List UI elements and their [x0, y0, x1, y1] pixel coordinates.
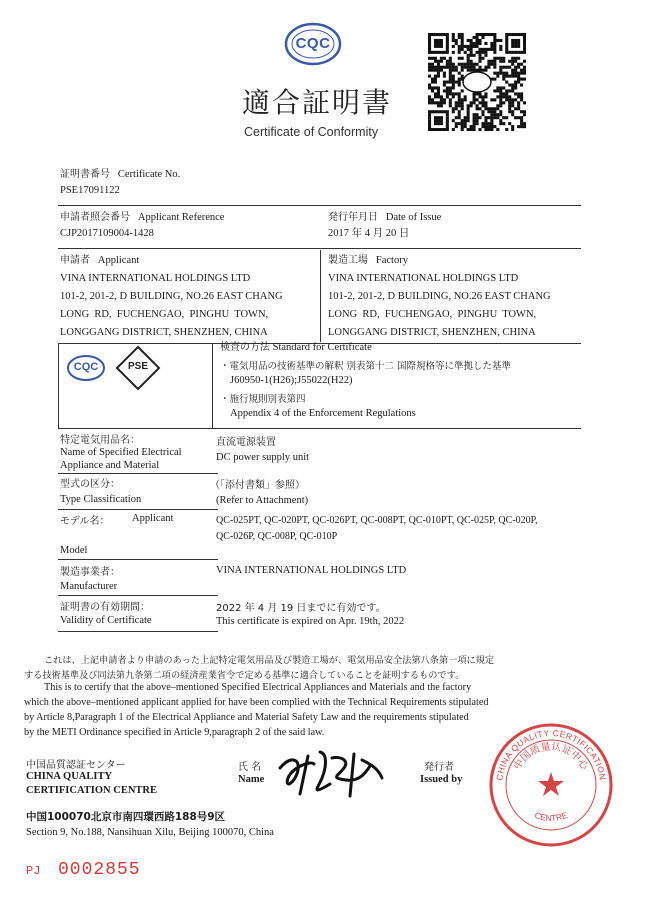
- statement-en-1: This is to certify that the above–mentioned Specified Electrical Appliances and Materials and the factory: [44, 682, 472, 693]
- standard-line-3: ・施行規則別表第四: [220, 394, 306, 405]
- issuer-org-en-1: CHINA QUALITY: [26, 771, 113, 782]
- type-value-jp: （「添付書類」参照）: [210, 480, 305, 491]
- applicant-label: [60, 254, 139, 268]
- appliance-value-jp: 直流電源装置: [216, 437, 276, 448]
- seal-text-top: CHINA QUALITY CERTIFICATION: [494, 727, 608, 782]
- applicant-ref-value: CJP2017109004-1428: [60, 228, 154, 239]
- appliance-value-en: DC power supply unit: [216, 452, 310, 463]
- standard-label-en: Standard for Certificate: [272, 342, 372, 353]
- statement-en-4: by the METI Ordinance specified in Article 9,paragraph 2 of the said law.: [24, 727, 325, 738]
- model-label-applicant: Applicant: [132, 513, 174, 524]
- name-label-en: Name: [238, 774, 265, 785]
- applicant-address-2: LONG RD, FUCHENGAO, PINGHU TOWN,: [60, 309, 269, 320]
- appliance-label-en-2: Appliance and Material: [60, 460, 160, 471]
- issued-by-label-jp: 発行者: [424, 762, 454, 773]
- footer-address-en: Section 9, No.188, Nansihuan Xilu, Beijing 100070, China: [26, 827, 274, 838]
- standard-label: [220, 341, 372, 355]
- applicant-name: VINA INTERNATIONAL HOLDINGS LTD: [60, 273, 251, 284]
- standard-line-4: Appendix 4 of the Enforcement Regulations: [230, 408, 416, 419]
- validity-value-en: This certificate is expired on Apr. 19th, 2022: [216, 616, 405, 627]
- seal-text-cn: 中国质量认证中心: [512, 741, 590, 772]
- statement-jp-1: これは、上記申請者より申請のあった上記特定電気用品及び製造工場が、電気用品安全法第八条第一項に規定: [44, 655, 495, 666]
- issuer-org-jp: 中国品質認証センター: [26, 760, 126, 771]
- manufacturer-label-jp: 製造事業者：: [60, 567, 120, 578]
- pse-mark-text: PSE: [127, 361, 148, 372]
- pse-mark-icon: [115, 345, 161, 391]
- red-seal-icon: [488, 722, 614, 848]
- standard-label-jp: 検査の方法: [220, 342, 270, 353]
- applicant-ref-label-en: Applicant Reference: [137, 212, 225, 223]
- name-label-jp: 氏 名: [238, 762, 262, 773]
- date-of-issue-label-jp: 発行年月日: [328, 212, 378, 223]
- standard-line-1: ・電気用品の技術基準の解釈 別表第十二 国際規格等に準拠した基準: [220, 361, 512, 372]
- applicant-ref-label: [60, 211, 224, 225]
- factory-address-1: 101-2, 201-2, D BUILDING, NO.26 EAST CHANG: [328, 291, 551, 302]
- qr-code-icon: [428, 33, 526, 131]
- certificate-no-value: PSE17091122: [60, 185, 120, 196]
- factory-address-3: LONGGANG DISTRICT, SHENZHEN, CHINA: [328, 327, 536, 338]
- certificate-no-label: [60, 168, 180, 182]
- applicant-label-en: Applicant: [97, 255, 140, 266]
- factory-label: [328, 254, 408, 268]
- type-label-en: Type Classification: [60, 494, 142, 505]
- factory-name: VINA INTERNATIONAL HOLDINGS LTD: [328, 273, 519, 284]
- type-value-en: (Refer to Attachment): [216, 495, 309, 506]
- serial-prefix: PJ: [26, 864, 41, 878]
- seal-text-bottom: CENTRE: [533, 809, 569, 823]
- applicant-ref-label-jp: 申請者照会番号: [60, 212, 130, 223]
- certificate-no-label-en: Certificate No.: [117, 169, 181, 180]
- date-of-issue-label-en: Date of Issue: [385, 212, 442, 223]
- footer-address-cn: 中国100070北京市南四環西路188号9区: [26, 811, 226, 823]
- issued-by-label-en: Issued by: [420, 774, 463, 785]
- statement-en-2: which the above–mentioned applicant applied for have been complied with the Technical Requirements stipulated: [24, 697, 489, 708]
- type-label-jp: 型式の区分：: [60, 479, 120, 490]
- cqc-mark-icon: [66, 354, 106, 382]
- model-value-1: QC-025PT, QC-020PT, QC-026PT, QC-008PT, QC-010PT, QC-025P, QC-020P,: [216, 515, 538, 526]
- factory-label-en: Factory: [375, 255, 408, 266]
- factory-label-jp: 製造工場: [328, 255, 368, 266]
- standard-line-2: J60950-1(H26);J55022(H22): [230, 375, 353, 386]
- issuer-org-en-2: CERTIFICATION CENTRE: [26, 785, 157, 796]
- date-of-issue-value: 2017 年 4 月 20 日: [328, 228, 410, 239]
- appliance-label-en-1: Name of Specified Electrical: [60, 447, 182, 458]
- date-of-issue-label: [328, 211, 441, 225]
- applicant-address-3: LONGGANG DISTRICT, SHENZHEN, CHINA: [60, 327, 268, 338]
- factory-address-2: LONG RD, FUCHENGAO, PINGHU TOWN,: [328, 309, 537, 320]
- serial-number: 0002855: [58, 860, 141, 880]
- signature-mark: [270, 738, 390, 802]
- validity-label-en: Validity of Certificate: [60, 615, 152, 626]
- cqc-logo-text: CQC: [295, 35, 331, 52]
- svg-text:CENTRE: [533, 810, 569, 823]
- validity-value-jp: 2022 年 4 月 19 日までに有効です。: [216, 603, 386, 614]
- validity-label-jp: 証明書の有効期間：: [60, 602, 150, 613]
- cqc-mark-text: CQC: [73, 361, 99, 373]
- statement-jp-2: する技術基準及び同法第九条第二項の経済産業省令で定める基準に適合していることを証明するものです。: [24, 670, 465, 681]
- cqc-logo-icon: [284, 22, 342, 66]
- page-title: 適合証明書: [242, 86, 393, 119]
- model-label-jp: モデル名：: [60, 516, 110, 527]
- model-label-en: Model: [60, 545, 88, 556]
- model-value-2: QC-026P, QC-008P, QC-010P: [216, 531, 338, 542]
- manufacturer-label-en: Manufacturer: [60, 581, 118, 592]
- page-subtitle: Certificate of Conformity: [244, 125, 379, 139]
- certificate-no-label-jp: 証明書番号: [60, 169, 110, 180]
- applicant-address-1: 101-2, 201-2, D BUILDING, NO.26 EAST CHANG: [60, 291, 283, 302]
- appliance-label-jp: 特定電気用品名：: [60, 435, 140, 446]
- manufacturer-value: VINA INTERNATIONAL HOLDINGS LTD: [216, 565, 407, 576]
- applicant-label-jp: 申請者: [60, 255, 90, 266]
- statement-en-3: by Article 8,Paragraph 1 of the Electrical Appliance and Material Safety Law and the requirements stipulated: [24, 712, 469, 723]
